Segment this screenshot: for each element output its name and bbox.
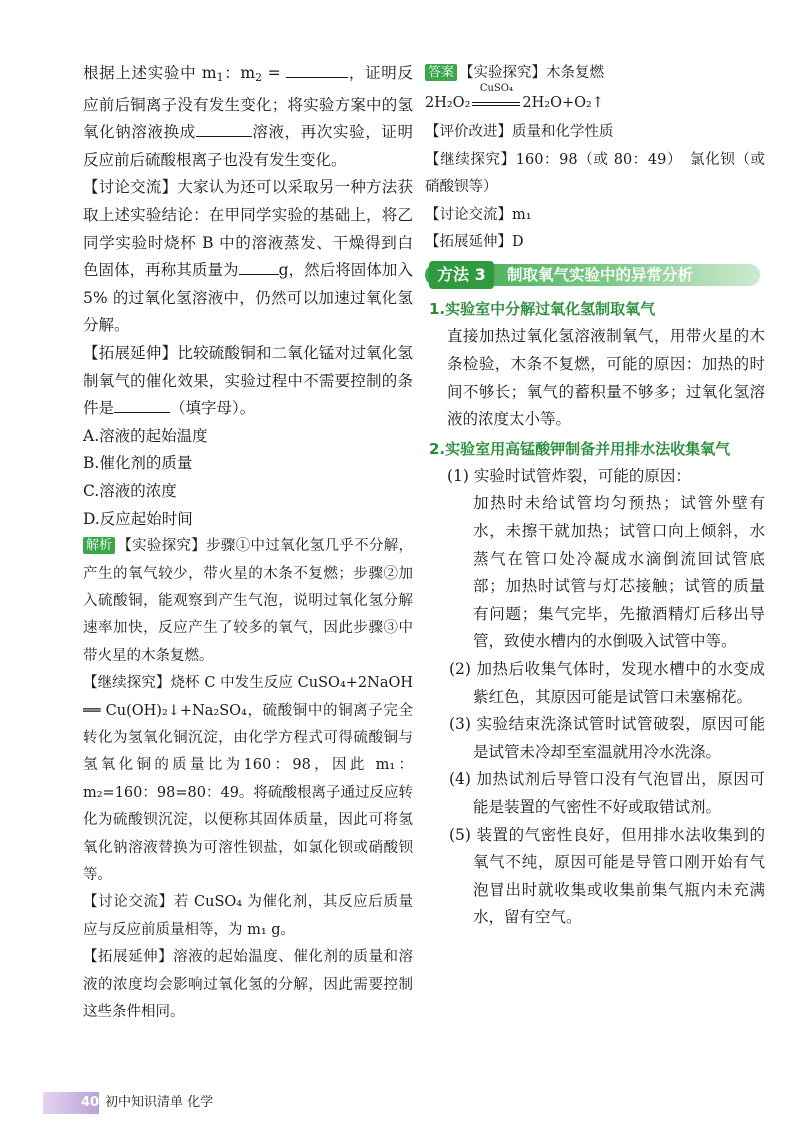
analysis-4: 【拓展延伸】溶液的起始温度、催化剂的质量和溶液的浓度均会影响过氧化氢的分解，因此需要控制这些条件相同。 bbox=[83, 949, 413, 1020]
answer-5: 【拓展延伸】D bbox=[425, 234, 524, 251]
method-title: 制取氧气实验中的异常分析 bbox=[507, 266, 694, 285]
option-c: C.溶液的浓度 bbox=[83, 481, 177, 500]
option-d: D.反应起始时间 bbox=[83, 509, 193, 528]
method-badge: 方法 3 bbox=[429, 261, 494, 289]
chemical-equation: 2H₂O₂ CuSO₄ 2H₂O+O₂↑ bbox=[425, 83, 604, 112]
page-number: 40 bbox=[81, 1095, 100, 1110]
analysis-2: 【继续探究】烧杯 C 中发生反应 CuSO₄+2NaOH ══ Cu(OH)₂↓+Na₂SO₄，硫酸铜中的铜离子完全转化为氢氧化铜沉淀，由化学方程式可得硫酸铜与氢氧化铜的质量比为160：98，因此 m₁：m₂=160：98=80：49。将硫酸根离子通过反应转化为硫酸钡沉淀，以便称其固体质量，因此可将氢氧化钠溶液替换为可溶性钡盐，如氯化钡或硝酸钡等。 bbox=[83, 675, 413, 883]
left-column bbox=[83, 60, 413, 1026]
item-3: (3) 实验结束洗涤试管时试管破裂，原因可能是试管未冷却至室温就用冷水洗涤。 bbox=[449, 715, 765, 761]
blank-line bbox=[286, 63, 348, 78]
answer-3: 【继续探究】160：98（或 80：49） 氯化钡（或硝酸钡等） bbox=[425, 151, 765, 196]
blank-line bbox=[114, 398, 170, 413]
item-4: (4) 加热试剂后导管口没有气泡冒出，原因可能是装置的气密性不好或取错试剂。 bbox=[449, 770, 765, 816]
question-text-2: 【讨论交流】大家认为还可以采取另一种方法获取上述实验结论：在甲同学实验的基础上，将乙同学实验时烧杯 B 中的溶液蒸发、干燥得到白色固体，再称其质量为 g，然后将固体加入 5% 的过氧化氢溶液中，仍然可以加速过氧化氢分解。 bbox=[83, 178, 413, 335]
answer-1: 答案 【实验探究】木条复燃 bbox=[425, 60, 765, 87]
section-1-body: 直接加热过氧化氢溶液制氧气，用带火星的木条检验，木条不复燃，可能的原因：加热的时间不够长；氧气的蓄积量不够多；过氧化氢溶液的浓度太小等。 bbox=[447, 327, 765, 429]
page-footer bbox=[43, 1092, 253, 1114]
method-header bbox=[425, 260, 765, 290]
analysis-3: 【讨论交流】若 CuSO₄ 为催化剂，其反应后质量应与反应前质量相等，为 m₁ g。 bbox=[83, 894, 413, 938]
item-1: (1) 实验时试管炸裂，可能的原因： bbox=[447, 466, 691, 485]
section-2-title: 2.实验室用高锰酸钾制备并用排水法收集氧气 bbox=[429, 439, 731, 458]
section-1-title: 1.实验室中分解过氧化氢制取氧气 bbox=[429, 300, 656, 319]
answer-4: 【讨论交流】m₁ bbox=[425, 206, 532, 223]
blank-line bbox=[196, 122, 252, 137]
right-column bbox=[425, 60, 765, 932]
answer-2: 【评价改进】质量和化学性质 bbox=[425, 124, 614, 141]
reaction-arrow-icon: CuSO₄ bbox=[470, 96, 522, 110]
item-2: (2) 加热后收集气体时，发现水槽中的水变成紫红色，其原因可能是试管口未塞棉花。 bbox=[449, 659, 765, 706]
item-5: (5) 装置的气密性良好，但用排水法收集到的氧气不纯，原因可能是导管口刚开始有气泡冒出时就收集或收集前集气瓶内未充满水，留有空气。 bbox=[449, 825, 765, 927]
book-title: 初中知识清单 化学 bbox=[105, 1095, 214, 1110]
answer-tag: 答案 bbox=[425, 64, 457, 81]
question-text-1: 根据上述实验中 $m_1$：$m_2$ = ，证明反应前后铜离子没有发生变化；将实验方案中的氢氧化钠溶液换成 溶液，再次实验，证明反应前后硫酸根离子也没有发生变化。 bbox=[83, 64, 413, 169]
question-text-3: 【拓展延伸】比较硫酸铜和二氧化锰对过氧化氢制氧气的催化效果，实验过程中不需要控制的条件是 （填字母）。 bbox=[83, 343, 413, 418]
item-1-body: 加热时未给试管均匀预热；试管外壁有水，未擦干就加热；试管口向上倾斜，水蒸气在管口处冷凝成水滴倒流回试管底部；加热时试管与灯芯接触；试管的质量有问题；集气完毕，先撤酒精灯后移出导管，致使水槽内的水倒吸入试管中等。 bbox=[473, 494, 765, 651]
analysis-tag: 解析 bbox=[83, 537, 115, 554]
option-b: B.催化剂的质量 bbox=[83, 454, 193, 473]
option-a: A.溶液的起始温度 bbox=[83, 426, 208, 445]
analysis-1: 解析 【实验探究】步骤①中过氧化氢几乎不分解，产生的氧气较少，带火星的木条不复燃；步骤②加入硫酸铜，能观察到产生气泡，说明过氧化氢分解速率加快，反应产生了较多的氧气，因此步骤③中带火星的木条复燃。 bbox=[83, 538, 413, 664]
blank-line bbox=[239, 260, 279, 275]
